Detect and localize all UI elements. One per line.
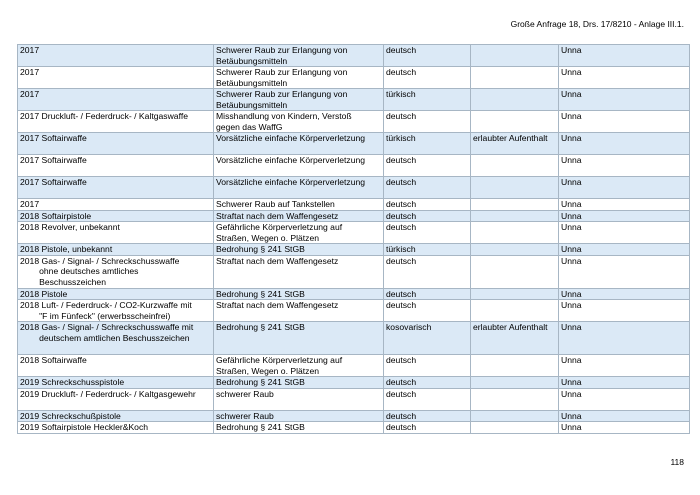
city-value: Unna [561,133,582,143]
year-value: 2018 [20,210,40,221]
cell-offense [214,422,384,434]
weapon-value: Schreckschußpistole [39,410,121,421]
city-value: Unna [561,388,582,399]
year-value: 2018 [20,222,40,232]
cell-nationality [384,255,471,288]
cell-status [471,155,559,177]
cell-year-weapon [18,111,214,133]
cell-offense [214,67,384,89]
year-value: 2017 [20,177,40,187]
table-row [18,210,690,222]
cell-offense [214,177,384,199]
nationality-value: deutsch [386,288,417,299]
status-value: erlaubter Aufenthalt [473,322,548,332]
nationality-value: deutsch [386,177,417,187]
cell-year-weapon [18,300,214,322]
cell-city [559,155,690,177]
year-value: 2017 [20,89,40,99]
cell-offense [214,300,384,322]
cell-city [559,322,690,355]
offense-value: Vorsätzliche einfache Körperverletzung [216,155,366,165]
cell-offense [214,222,384,244]
offense-value: Bedrohung § 241 StGB [216,422,305,432]
year-value: 2018 [20,255,40,266]
cell-nationality [384,244,471,256]
nationality-value: deutsch [386,45,417,55]
weapon-value: Gas- / Signal- / Schreckschusswaffe ohne deutsches amtliches Beschusszeichen [39,255,180,287]
city-value: Unna [561,111,582,121]
cell-city [559,67,690,89]
cell-nationality [384,177,471,199]
nationality-value: deutsch [386,355,417,365]
cell-nationality [384,288,471,300]
cell-nationality [384,422,471,434]
cell-year-weapon [18,89,214,111]
table-row [18,177,690,199]
cell-status [471,67,559,89]
cell-offense [214,210,384,222]
weapon-value: Softairpistole [39,210,92,221]
cell-offense [214,377,384,389]
table-row [18,355,690,377]
city-value: Unna [561,322,582,332]
cell-nationality [384,410,471,422]
nationality-value: deutsch [386,155,417,165]
status-value: erlaubter Aufenthalt [473,133,548,143]
nationality-value: türkisch [386,244,416,254]
weapon-value: Schreckschusspistole [39,377,125,387]
cell-year-weapon [18,199,214,211]
year-value: 2017 [20,111,40,121]
cell-city [559,199,690,211]
city-value: Unna [561,210,582,221]
table-row [18,111,690,133]
city-value: Unna [561,177,582,187]
table-row [18,377,690,389]
cell-city [559,300,690,322]
weapon-value: Pistole, unbekannt [39,244,113,254]
cell-offense [214,244,384,256]
cell-city [559,222,690,244]
cell-city [559,133,690,155]
offense-value: Schwerer Raub zur Erlangung von Betäubungsmitteln [216,67,348,88]
cell-year-weapon [18,288,214,300]
nationality-value: deutsch [386,410,417,421]
cell-nationality [384,377,471,389]
weapon-value: Luft- / Federdruck- / CO2-Kurzwaffe mit "F im Fünfeck" (erwerbsscheinfrei) [39,300,192,321]
nationality-value: deutsch [386,377,417,387]
nationality-value: deutsch [386,111,417,121]
cell-year-weapon [18,177,214,199]
cell-year-weapon [18,355,214,377]
table-row [18,133,690,155]
incident-table [17,44,690,434]
nationality-value: kosovarisch [386,322,432,332]
year-value: 2018 [20,288,40,299]
cell-offense [214,388,384,410]
weapon-value: Revolver, unbekannt [39,222,120,232]
cell-city [559,377,690,389]
offense-value: Schwerer Raub zur Erlangung von Betäubungsmitteln [216,45,348,66]
nationality-value: türkisch [386,89,416,99]
nationality-value: deutsch [386,210,417,221]
table-row [18,45,690,67]
cell-status [471,177,559,199]
cell-nationality [384,67,471,89]
cell-status [471,111,559,133]
table-row [18,300,690,322]
cell-city [559,210,690,222]
city-value: Unna [561,155,582,165]
weapon-value: Softairwaffe [39,133,87,143]
cell-offense [214,45,384,67]
cell-nationality [384,388,471,410]
weapon-value: Druckluft- / Federdruck- / Kaltgasgewehr [39,388,196,399]
weapon-value: Softairwaffe [39,355,87,365]
cell-nationality [384,355,471,377]
cell-status [471,322,559,355]
cell-year-weapon [18,222,214,244]
city-value: Unna [561,45,582,55]
cell-status [471,244,559,256]
weapon-value: Pistole [39,288,68,299]
city-value: Unna [561,422,582,432]
cell-nationality [384,133,471,155]
year-value: 2017 [20,133,40,143]
city-value: Unna [561,288,582,299]
cell-year-weapon [18,45,214,67]
cell-status [471,422,559,434]
offense-value: Misshandlung von Kindern, Verstoß gegen das WaffG [216,111,352,132]
cell-status [471,222,559,244]
cell-status [471,377,559,389]
offense-value: Vorsätzliche einfache Körperverletzung [216,133,366,143]
cell-year-weapon [18,377,214,389]
city-value: Unna [561,199,582,209]
cell-year-weapon [18,244,214,256]
offense-value: Gefährliche Körperverletzung auf Straßen, Wegen o. Plätzen [216,222,343,243]
weapon-value: Druckluft- / Federdruck- / Kaltgaswaffe [39,111,188,121]
table-row [18,410,690,422]
city-value: Unna [561,255,582,266]
year-value: 2019 [20,422,40,432]
nationality-value: türkisch [386,133,416,143]
table-row [18,322,690,355]
cell-status [471,89,559,111]
cell-city [559,422,690,434]
year-value: 2019 [20,388,40,399]
nationality-value: deutsch [386,422,417,432]
nationality-value: deutsch [386,388,417,399]
weapon-value: Softairwaffe [39,155,87,165]
nationality-value: deutsch [386,199,417,209]
cell-offense [214,111,384,133]
nationality-value: deutsch [386,67,417,77]
cell-offense [214,288,384,300]
cell-offense [214,355,384,377]
cell-city [559,111,690,133]
offense-value: schwerer Raub [216,388,274,399]
year-value: 2017 [20,199,40,209]
table-row [18,67,690,89]
cell-year-weapon [18,133,214,155]
cell-offense [214,322,384,355]
cell-offense [214,255,384,288]
page-number: 118 [670,457,684,467]
offense-value: Bedrohung § 241 StGB [216,288,305,299]
city-value: Unna [561,244,582,254]
year-value: 2018 [20,300,40,310]
city-value: Unna [561,300,582,310]
table-row [18,155,690,177]
cell-nationality [384,45,471,67]
offense-value: Straftat nach dem Waffengesetz [216,255,339,266]
offense-value: Bedrohung § 241 StGB [216,244,305,254]
cell-nationality [384,111,471,133]
cell-year-weapon [18,255,214,288]
cell-city [559,355,690,377]
cell-nationality [384,89,471,111]
cell-year-weapon [18,210,214,222]
cell-nationality [384,322,471,355]
year-value: 2018 [20,244,40,254]
cell-offense [214,199,384,211]
offense-value: Bedrohung § 241 StGB [216,377,305,387]
cell-nationality [384,155,471,177]
cell-city [559,410,690,422]
cell-year-weapon [18,322,214,355]
cell-offense [214,155,384,177]
table-row [18,199,690,211]
cell-status [471,410,559,422]
table-row [18,89,690,111]
table-row [18,222,690,244]
cell-status [471,45,559,67]
cell-nationality [384,210,471,222]
table-row [18,422,690,434]
city-value: Unna [561,67,582,77]
cell-nationality [384,222,471,244]
offense-value: Straftat nach dem Waffengesetz [216,210,339,221]
offense-value: Schwerer Raub zur Erlangung von Betäubungsmitteln [216,89,348,110]
cell-status [471,133,559,155]
nationality-value: deutsch [386,300,417,310]
offense-value: Schwerer Raub auf Tankstellen [216,199,335,209]
cell-city [559,255,690,288]
table-row [18,255,690,288]
cell-year-weapon [18,155,214,177]
cell-nationality [384,199,471,211]
cell-status [471,288,559,300]
year-value: 2019 [20,410,40,421]
nationality-value: deutsch [386,222,417,232]
cell-city [559,288,690,300]
weapon-value: Softairpistole Heckler&Koch [39,422,149,432]
cell-offense [214,133,384,155]
cell-nationality [384,300,471,322]
cell-offense [214,410,384,422]
cell-city [559,89,690,111]
cell-status [471,255,559,288]
city-value: Unna [561,222,582,232]
cell-offense [214,89,384,111]
weapon-value: Gas- / Signal- / Schreckschusswaffe mit deutschem amtlichen Beschusszeichen [39,322,194,343]
city-value: Unna [561,355,582,365]
cell-status [471,199,559,211]
document-header: Große Anfrage 18, Drs. 17/8210 - Anlage III.1. [510,19,684,29]
offense-value: schwerer Raub [216,410,274,421]
year-value: 2018 [20,355,40,365]
city-value: Unna [561,377,582,387]
city-value: Unna [561,89,582,99]
cell-year-weapon [18,410,214,422]
weapon-value: Softairwaffe [39,177,87,187]
cell-year-weapon [18,388,214,410]
offense-value: Straftat nach dem Waffengesetz [216,300,339,310]
cell-city [559,177,690,199]
table-row [18,288,690,300]
cell-year-weapon [18,422,214,434]
cell-status [471,355,559,377]
offense-value: Bedrohung § 241 StGB [216,322,305,332]
nationality-value: deutsch [386,255,417,266]
cell-city [559,388,690,410]
city-value: Unna [561,410,582,421]
cell-status [471,300,559,322]
year-value: 2017 [20,155,40,165]
table-row [18,244,690,256]
year-value: 2017 [20,45,40,55]
offense-value: Vorsätzliche einfache Körperverletzung [216,177,366,187]
year-value: 2017 [20,67,40,77]
cell-year-weapon [18,67,214,89]
offense-value: Gefährliche Körperverletzung auf Straßen, Wegen o. Plätzen [216,355,343,376]
year-value: 2019 [20,377,40,387]
cell-city [559,244,690,256]
table-row [18,388,690,410]
year-value: 2018 [20,322,40,332]
cell-status [471,388,559,410]
cell-city [559,45,690,67]
cell-status [471,210,559,222]
